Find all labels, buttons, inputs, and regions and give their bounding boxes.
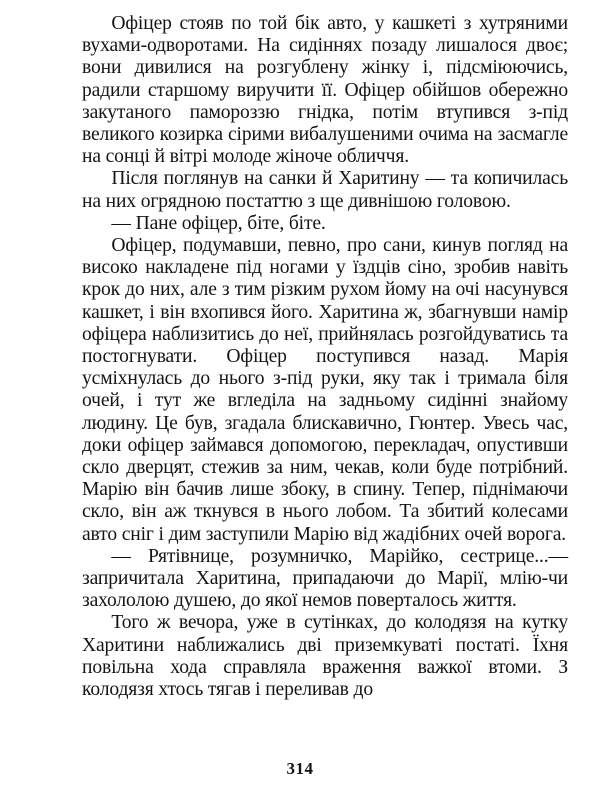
page-text (82, 13, 568, 701)
paragraph-lament: — Рятівнице, розумничко, Марійко, сестрице...— запричитала Харитина, припадаючи до Марії, млію-чи захололою душею, до якої немов поверталось життя. (82, 545, 568, 612)
page-number: 314 (286, 759, 314, 778)
paragraph-officer: Офіцер стояв по той бік авто, у кашкеті з хутряними вухами-одворотами. На сидіннях позаду лишалося двоє; вони дивилися на розгублену жінку і, підсміюючись, радили старшому виручити її. Офіцер обійшов обережно закутаного памороззю гнідка, потім втупився з-під великого козирка сірими вибалушеними очима на засмагле на сонці й вітрі молоде жіноче обличчя. (82, 13, 568, 168)
paragraph-dialogue: — Пане офіцер, біте, біте. (111, 212, 326, 234)
paragraph-evening: Того ж вечора, уже в сутінках, до колодязя на кутку Харитини наближались дві приземкуваті постаті. Їхня повільна хода справляла враження важкої втоми. З колодязя хтось тягав і переливав до (82, 612, 568, 701)
paragraph-kharytyna: Після поглянув на санки й Харитину — та копичилась на них огрядною постаттю з ще дивнішою головою. (82, 168, 568, 212)
paragraph-gunter: Офіцер, подумавши, певно, про сани, кинув погляд на високо накладене під ногами у їздців сіно, зробив навіть крок до них, але з тим різким рухом йому на очі насунувся кашкет, і він вхопився його. Харитина ж, збагнувши намір офіцера наблизитись до неї, прийнялась розгойдуватись та постогнувати. Офіцер поступився назад. Марія усміхнулась до нього з-під руки, яку так і тримала біля очей, і тут же вгледіла на задньому сидінні знайому людину. Це був, згадала блискавично, Гюнтер. Увесь час, доки офіцер займався допомогою, перекладач, опустивши скло дверцят, стежив за ним, чекав, коли буде потрібний. Марію він бачив лише збоку, в спину. Тепер, піднімаючи скло, він аж ткнувся в нього лобом. Та збитий колесами авто сніг і дим заступили Марію від жадібних очей ворога. (82, 235, 568, 545)
